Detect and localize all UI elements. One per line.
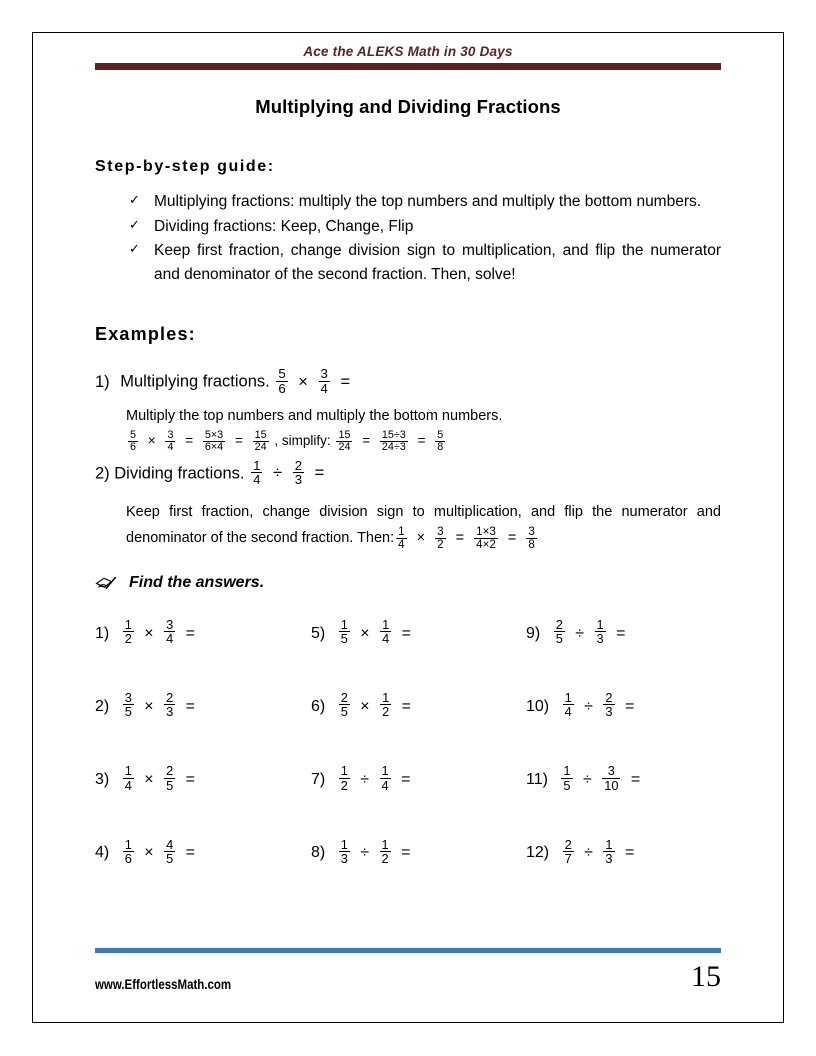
list-item	[129, 190, 721, 214]
denominator: 8	[528, 537, 535, 551]
fraction	[253, 430, 269, 453]
exercise-item	[95, 764, 311, 791]
fraction	[128, 430, 138, 453]
denominator: 3	[605, 850, 613, 866]
denominator: 5	[563, 777, 571, 793]
denominator: 3	[294, 472, 303, 488]
denominator: 4	[166, 631, 174, 647]
denominator: 24	[338, 440, 351, 453]
numerator: 4	[166, 836, 174, 852]
operator-icon: ÷	[360, 770, 370, 788]
denominator: 4	[564, 704, 572, 720]
numerator: 3	[124, 690, 132, 706]
denominator: 6×4	[204, 440, 224, 453]
exercise-item	[311, 618, 526, 645]
denominator: 8	[437, 440, 444, 453]
denominator: 5	[166, 777, 174, 793]
list-item-label: Multiplying fractions: multiply the top numbers and multiply the bottom numbers.	[154, 193, 702, 211]
fraction	[603, 838, 614, 865]
equals-sign: =	[507, 530, 517, 547]
numerator: 2	[294, 457, 303, 473]
exercise-number: 12)	[526, 843, 550, 861]
denominator: 24÷3	[381, 440, 406, 453]
numerator: 5×3	[204, 428, 224, 441]
denominator: 5	[555, 631, 563, 647]
numerator: 3	[166, 617, 174, 633]
fraction	[339, 691, 350, 718]
numerator: 1	[340, 836, 348, 852]
fraction	[380, 430, 408, 453]
operator-icon: ÷	[582, 770, 592, 788]
denominator: 6	[130, 440, 137, 453]
equals-sign: =	[185, 697, 195, 715]
examples-heading: Examples:	[95, 324, 196, 345]
numerator: 1	[381, 763, 389, 779]
exercise-number: 6)	[311, 697, 326, 715]
exercise-item	[311, 764, 526, 791]
exercise-number: 4)	[95, 843, 110, 861]
fraction	[435, 430, 445, 453]
equals-sign: =	[624, 843, 635, 861]
numerator: 3	[528, 524, 535, 538]
operator-icon: ×	[144, 624, 154, 642]
example-1-solution-text: Multiply the top numbers and multiply the bottom numbers.	[126, 408, 503, 425]
website-link[interactable]: www.EffortlessMath.com	[95, 976, 232, 992]
page-number: 15	[691, 960, 721, 993]
numerator: 1×3	[476, 524, 496, 538]
exercise-number: 3)	[95, 770, 110, 788]
check-icon: ✓	[129, 241, 140, 257]
fraction	[164, 618, 175, 645]
denominator: 4	[320, 380, 328, 396]
equals-sign: =	[401, 770, 411, 788]
equals-sign: =	[234, 432, 243, 448]
exercise-number: 10)	[526, 697, 550, 715]
denominator: 4	[382, 631, 390, 647]
numerator: 1	[340, 617, 348, 633]
list-item-label: Keep first fraction, change division sign to multiplication, and flip the numerator and denominator of the second fraction. Then, solve!	[154, 242, 721, 283]
numerator: 2	[605, 690, 613, 706]
numerator: 1	[382, 617, 390, 633]
numerator: 1	[340, 763, 348, 779]
operator-icon: ÷	[273, 464, 283, 483]
denominator: 3	[340, 850, 348, 866]
exercise-item	[95, 838, 311, 865]
fraction	[380, 691, 391, 718]
fraction	[561, 764, 572, 791]
exercise-number: 9)	[526, 624, 541, 642]
denominator: 3	[166, 704, 174, 720]
fraction	[319, 367, 330, 395]
equals-sign: =	[340, 372, 351, 391]
denominator: 4	[381, 777, 389, 793]
fraction	[435, 526, 445, 551]
numerator: 2	[166, 690, 174, 706]
numerator: 2	[564, 836, 572, 852]
example-1-prompt: Multiplying fractions.	[120, 372, 270, 391]
denominator: 4	[253, 472, 261, 488]
exercise-number: 5)	[311, 624, 326, 642]
operator-icon: ×	[360, 697, 370, 715]
denominator: 2	[437, 537, 444, 551]
page-content	[95, 44, 721, 865]
fraction	[164, 764, 175, 791]
equals-sign: =	[616, 624, 626, 642]
denominator: 5	[166, 850, 174, 866]
fraction	[339, 838, 350, 865]
exercise-item	[95, 691, 311, 718]
equals-sign: =	[401, 697, 411, 715]
fraction	[251, 459, 262, 487]
denominator: 4	[124, 777, 132, 793]
operator-icon: ×	[298, 372, 308, 391]
example-1-label: 1)	[95, 372, 110, 391]
exercise-grid	[95, 618, 721, 864]
exercise-item	[311, 838, 526, 865]
denominator: 4	[398, 537, 405, 551]
denominator: 7	[564, 850, 572, 866]
fraction	[380, 764, 391, 791]
operator-icon: ×	[144, 770, 154, 788]
numerator: 1	[382, 690, 390, 706]
denominator: 2	[124, 631, 132, 647]
equals-sign: =	[455, 530, 465, 547]
fraction	[554, 618, 565, 645]
operator-icon: ×	[416, 530, 426, 547]
equals-sign: =	[401, 843, 411, 861]
exercise-number: 7)	[311, 770, 326, 788]
fraction	[602, 764, 620, 791]
exercise-number: 1)	[95, 624, 110, 642]
list-item-label: Dividing fractions: Keep, Change, Flip	[154, 217, 414, 235]
fraction	[123, 618, 134, 645]
denominator: 5	[340, 631, 348, 647]
numerator: 3	[607, 763, 615, 779]
page-title: Multiplying and Dividing Fractions	[255, 96, 561, 118]
exercise-number: 11)	[526, 770, 548, 788]
equals-sign: =	[401, 624, 411, 642]
numerator: 1	[381, 836, 389, 852]
list-item	[129, 215, 721, 239]
fraction	[164, 691, 175, 718]
numerator: 15÷3	[381, 428, 406, 441]
equals-sign: =	[185, 770, 195, 788]
operator-icon: ×	[144, 843, 154, 861]
exercise-number: 2)	[95, 697, 110, 715]
fraction	[123, 691, 134, 718]
find-answers-heading	[95, 574, 721, 592]
operator-icon: ×	[147, 432, 156, 448]
check-icon: ✓	[129, 216, 140, 232]
denominator: 4×2	[476, 537, 496, 551]
equals-sign: =	[185, 624, 195, 642]
example-2-prompt: Dividing fractions.	[114, 464, 245, 483]
step-by-step-list	[95, 190, 721, 286]
fraction	[164, 838, 175, 865]
numerator: 1	[124, 836, 132, 852]
check-icon: ✓	[129, 192, 140, 208]
fraction	[339, 764, 350, 791]
operator-icon: ×	[144, 697, 154, 715]
header-rule	[95, 63, 721, 70]
equals-sign: =	[362, 432, 371, 448]
numerator: 5	[437, 428, 444, 441]
equals-sign: =	[624, 697, 635, 715]
operator-icon: ÷	[584, 697, 593, 715]
writing-hand-icon	[95, 574, 117, 592]
equals-sign: =	[185, 432, 194, 448]
numerator: 3	[167, 428, 174, 441]
list-item	[129, 239, 721, 286]
fraction	[123, 764, 134, 791]
running-head: Ace the ALEKS Math in 30 Days	[303, 44, 513, 59]
fraction	[595, 618, 606, 645]
denominator: 2	[340, 777, 348, 793]
denominator: 3	[596, 631, 604, 647]
example-2-solution-text: Keep first fraction, change division sign to multiplication, and flip the numerator and denominator of the second fraction. Then:	[126, 503, 721, 547]
numerator: 1	[564, 690, 572, 706]
operator-icon: ÷	[584, 843, 593, 861]
numerator: 15	[338, 428, 351, 441]
example-2-label: 2)	[95, 464, 110, 483]
fraction	[563, 691, 574, 718]
fraction	[380, 618, 391, 645]
numerator: 2	[166, 763, 174, 779]
numerator: 15	[254, 428, 267, 441]
equals-sign: =	[630, 770, 641, 788]
fraction	[203, 430, 225, 453]
exercise-item	[526, 618, 721, 645]
denominator: 6	[278, 380, 286, 396]
numerator: 1	[605, 836, 613, 852]
exercise-item	[95, 618, 311, 645]
numerator: 3	[437, 524, 444, 538]
numerator: 1	[398, 524, 405, 538]
equals-sign: =	[417, 432, 426, 448]
fraction	[396, 526, 406, 551]
exercise-number: 8)	[311, 843, 326, 861]
denominator: 2	[382, 704, 390, 720]
fraction	[123, 838, 134, 865]
operator-icon: ÷	[575, 624, 585, 642]
example-1-calculation	[126, 430, 721, 453]
fraction	[339, 618, 350, 645]
example-1-statement	[95, 367, 721, 395]
denominator: 24	[254, 440, 267, 453]
exercise-item	[526, 838, 721, 865]
equals-sign: =	[314, 464, 325, 483]
numerator: 3	[320, 366, 328, 382]
numerator: 1	[563, 763, 571, 779]
numerator: 1	[596, 617, 604, 633]
example-1-solution	[126, 405, 721, 452]
fraction	[563, 838, 574, 865]
exercise-item	[526, 764, 721, 791]
denominator: 5	[340, 704, 348, 720]
footer-rule	[95, 948, 721, 953]
numerator: 2	[340, 690, 348, 706]
fraction	[526, 526, 536, 551]
fraction	[380, 838, 391, 865]
operator-icon: ÷	[360, 843, 370, 861]
simplify-label: , simplify:	[274, 432, 331, 448]
numerator: 1	[124, 763, 132, 779]
denominator: 6	[124, 850, 132, 866]
exercise-item	[311, 691, 526, 718]
exercise-item	[526, 691, 721, 718]
example-2-solution	[126, 499, 721, 553]
numerator: 5	[130, 428, 137, 441]
numerator: 5	[278, 366, 286, 382]
fraction	[336, 430, 352, 453]
denominator: 2	[381, 850, 389, 866]
denominator: 5	[124, 704, 132, 720]
fraction	[293, 459, 304, 487]
fraction	[276, 367, 287, 395]
numerator: 2	[555, 617, 563, 633]
denominator: 4	[167, 440, 174, 453]
equals-sign: =	[185, 843, 195, 861]
denominator: 10	[604, 777, 619, 793]
find-answers-label: Find the answers.	[129, 574, 265, 592]
fraction	[474, 526, 498, 551]
example-2-statement	[95, 459, 721, 487]
numerator: 1	[124, 617, 132, 633]
page-footer	[95, 948, 721, 992]
operator-icon: ×	[360, 624, 370, 642]
step-by-step-heading: Step-by-step guide:	[95, 158, 275, 176]
fraction	[603, 691, 614, 718]
numerator: 1	[253, 457, 261, 473]
denominator: 3	[605, 704, 613, 720]
fraction	[165, 430, 175, 453]
